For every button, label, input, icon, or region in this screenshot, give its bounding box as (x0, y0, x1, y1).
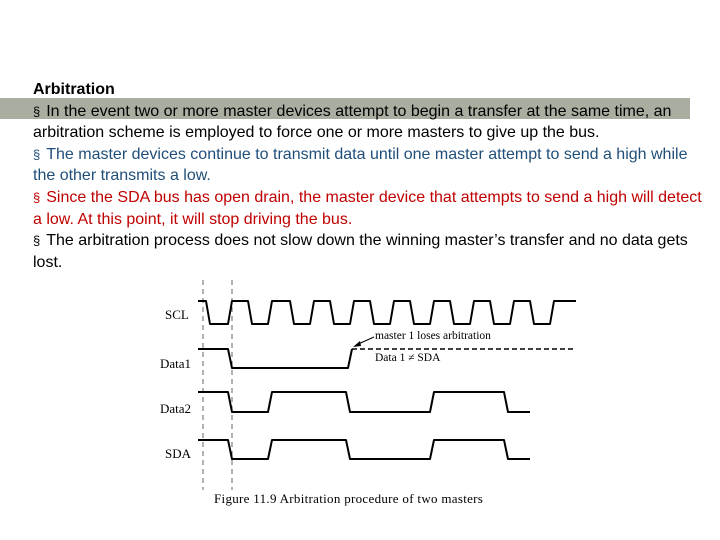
bullet-3 (33, 187, 703, 230)
label-scl: SCL (165, 307, 189, 322)
annotation-loses-arbitration: master 1 loses arbitration (375, 330, 491, 342)
timing-diagram (150, 272, 590, 516)
label-data2: Data2 (160, 401, 192, 416)
bullet-2-text: The master devices continue to transmit data until one master attempt to send a high while the other transmits a low. (33, 145, 688, 185)
waveform-sda (198, 440, 530, 459)
waveform-data2 (198, 392, 530, 412)
label-sda: SDA (165, 446, 192, 461)
bullet-marker-icon: § (33, 103, 41, 119)
bullet-2 (33, 144, 703, 187)
waveform-scl (198, 301, 576, 324)
text-block (33, 79, 703, 273)
bullet-1 (33, 101, 703, 144)
label-data1: Data1 (160, 356, 192, 371)
bullet-3-text: Since the SDA bus has open drain, the master device that attempts to send a high will detect a low. At this point, it will stop driving the bus. (33, 188, 702, 228)
bullet-1-text: In the event two or more master devices attempt to begin a transfer at the same time, an arbitration scheme is employed to force one or more masters to give up the bus. (33, 102, 672, 142)
annotation-data1-neq-sda: Data 1 ≠ SDA (375, 352, 441, 364)
figure-caption: Figure 11.9 Arbitration procedure of two masters (214, 491, 484, 506)
arrow-head-icon (353, 341, 361, 347)
bullet-4-text: The arbitration process does not slow down the winning master’s transfer and no data gets lost. (33, 232, 688, 271)
slide-title: Arbitration (33, 81, 115, 98)
bullet-marker-icon: § (33, 233, 41, 249)
bullet-4 (33, 230, 703, 273)
waveform-data1 (198, 349, 352, 368)
arbitration-timing-figure (150, 272, 590, 516)
bullet-marker-icon: § (33, 189, 41, 205)
bullet-marker-icon: § (33, 146, 41, 162)
